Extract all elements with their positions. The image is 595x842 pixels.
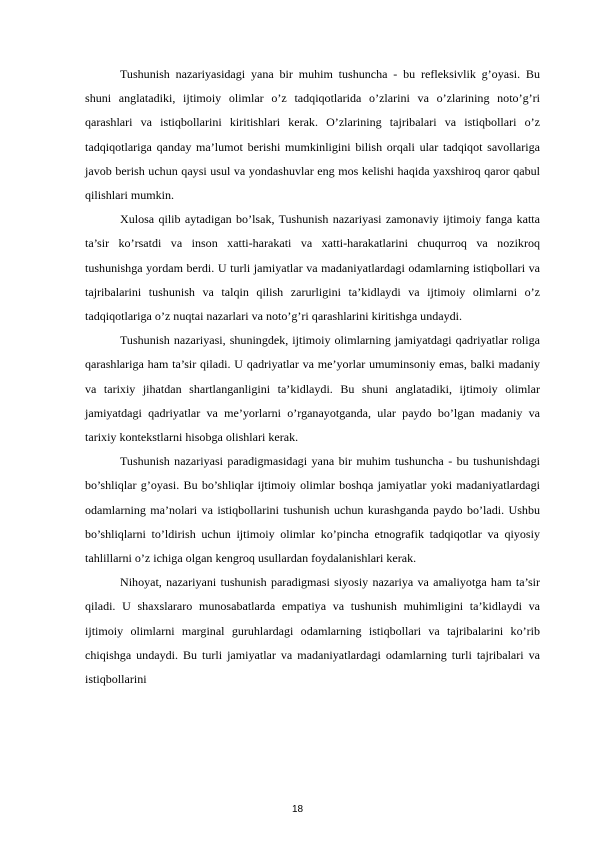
paragraph-gaps: Tushunish nazariyasi paradigmasidagi yana bir muhim tushuncha - bu tushunishdagi bo’shliqlar g’oyasi. Bu bo’shliqlar ijtimoiy olimlar boshqa jamiyatlar yoki madaniyatlardagi odamlarning ma’nolari va istiqbollarini tushunish uchun kurashganda paydo bo’ladi. Ushbu bo’shliqlarni to’ldirish uchun ijtimoiy olimlar ko’pincha etnografik tadqiqotlar va qiyosiy tahlillarni o’z ichiga olgan kengroq usullardan foydalanishlari kerak. bbox=[85, 454, 540, 566]
body-text bbox=[85, 62, 540, 691]
paragraph-values: Tushunish nazariyasi, shuningdek, ijtimoiy olimlarning jamiyatdagi qadriyatlar roliga qarashlariga ham ta’sir qiladi. U qadriyatlar va me’yorlar umuminsoniy emas, balki madaniy va tarixiy jihatdan shartlanganligini ta’kidlaydi. Bu shuni anglatadiki, ijtimoiy olimlar jamiyatdagi qadriyatlar va me’yorlarni o’rganayotganda, ular paydo bo’lgan madaniy va tarixiy kontekstlarni hisobga olishlari kerak. bbox=[85, 333, 540, 445]
paragraph-political-theory: Nihoyat, nazariyani tushunish paradigmasi siyosiy nazariya va amaliyotga ham ta’sir qiladi. U shaxslararo munosabatlarda empatiya va tushunish muhimligini ta’kidlaydi va ijtimoiy olimlarni marginal guruhlardagi odamlarning istiqbollari va tajribalarini ko’rib chiqishga undaydi. Bu turli jamiyatlar va madaniyatlardagi odamlarning turli tajribalari va istiqbollarini bbox=[85, 575, 540, 687]
page-number: 18 bbox=[291, 804, 304, 815]
paragraph-conclusion: Xulosa qilib aytadigan bo’lsak, Tushunish nazariyasi zamonaviy ijtimoiy fanga katta ta’sir ko’rsatdi va inson xatti-harakati va xatti-harakatlarini chuqurroq va nozikroq tushunishga yordam berdi. U turli jamiyatlar va madaniyatlardagi odamlarning istiqbollari va tajribalarini tushunish va talqin qilish zarurligini ta’kidlaydi va ijtimoiy olimlarni o’z tadqiqotlariga o’z nuqtai nazarlari va noto’g’ri qarashlarini kiritishga undaydi. bbox=[85, 212, 540, 324]
paragraph-reflexivity: Tushunish nazariyasidagi yana bir muhim tushuncha - bu refleksivlik g’oyasi. Bu shuni anglatadiki, ijtimoiy olimlar o’z tadqiqotlarida o’zlarini va o’zlarining noto’g’ri qarashlari va istiqbollarini kiritishlari kerak. O’zlarining tajribalari va istiqbollari o’z tadqiqotlariga qanday ma’lumot berishi mumkinligini bilish orqali ular tadqiqot savollariga javob berish uchun qaysi usul va yondashuvlar eng mos kelishi haqida yaxshiroq qaror qabul qilishlari mumkin. bbox=[85, 67, 540, 203]
